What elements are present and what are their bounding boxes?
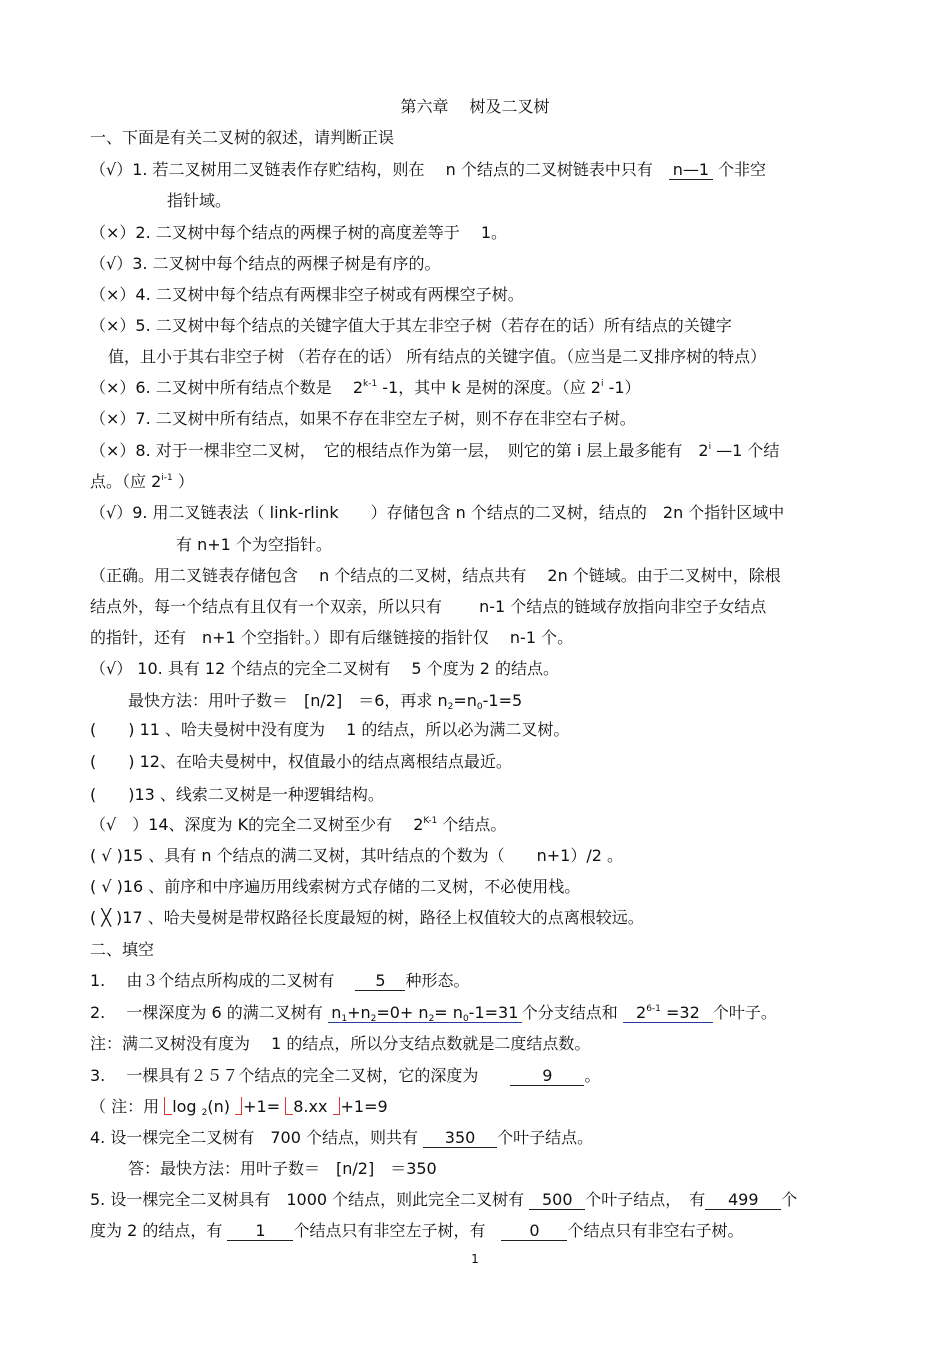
- q13-line: ( )13 、线索二叉树是一种逻辑结构。: [90, 785, 384, 804]
- f2-note: 注：满二叉树没有度为 1 的结点，所以分支结点数就是二度结点数。: [90, 1034, 591, 1053]
- f3-note-value: 8.xx: [293, 1097, 333, 1116]
- q5-line-2: 值，且小于其右非空子树 （若存在的话） 所有结点的关键字值。（应当是二叉排序树的特点）: [108, 347, 767, 366]
- q6-line: [90, 378, 641, 398]
- q9-explain-2: 结点外，每一个结点有且仅有一个双亲，所以只有 n-1 个结点的链域存放指向非空子女结点: [90, 597, 767, 616]
- q1-line: [90, 160, 766, 180]
- f3-text-end: 。: [584, 1066, 601, 1085]
- f1-text-end: 种形态。: [405, 971, 470, 990]
- f1-text: 1. 由３个结点所构成的二叉树有: [90, 971, 356, 990]
- f5-line-2: [90, 1221, 743, 1241]
- f4-text-end: 个叶子结点。: [497, 1128, 594, 1147]
- f2-answer-1-part: +n: [347, 1003, 371, 1022]
- f2-answer-2-exponent: 6-1: [646, 1004, 661, 1014]
- f3-note-plus: +1=: [243, 1097, 286, 1116]
- q8-text: （×）8. 对于一棵非空二叉树， 它的根结点作为第一层， 则它的第 i 层上最多能有 2: [90, 441, 709, 460]
- q5-line-1: （×）5. 二叉树中每个结点的关键字值大于其左非空子树（若存在的话）所有结点的关键字: [90, 316, 732, 335]
- f3-note-arg: (n): [207, 1097, 236, 1116]
- f3-answer: 9: [510, 1067, 584, 1086]
- f5-answer-4: 0: [501, 1222, 567, 1241]
- q3-line: （√）3. 二叉树中每个结点的两棵子树是有序的。: [90, 254, 441, 273]
- section-2-heading: 二、填空: [90, 940, 155, 959]
- f4-text: 4. 设一棵完全二叉树有 700 个结点，则共有: [90, 1128, 424, 1147]
- q4-line: （×）4. 二叉树中每个结点有两棵非空子树或有两棵空子树。: [90, 285, 524, 304]
- section-1-heading: 一、下面是有关二叉树的叙述，请判断正误: [90, 128, 395, 147]
- f2-answer-1-part: -1=31: [468, 1003, 519, 1022]
- q8-exponent-2: i-1: [161, 473, 173, 483]
- q2-line: （×）2. 二叉树中每个结点的两棵子树的高度差等于 1。: [90, 223, 508, 242]
- q17-line: ( ╳ )17 、哈夫曼树是带权路径长度最短的树，路径上权值较大的点离根较远。: [90, 908, 644, 927]
- f5-answer-3: 1: [227, 1222, 293, 1241]
- q9-explain-3: 的指针，还有 n+1 个空指针。）即有后继链接的指针仅 n-1 个。: [90, 628, 574, 647]
- q1-text: （√）1. 若二叉树用二叉链表作存贮结构，则在 n 个结点的二叉树链表中只有: [90, 160, 669, 179]
- f5-text: 5. 设一棵完全二叉树具有 1000 个结点，则此完全二叉树有: [90, 1190, 530, 1209]
- q14-text: （√ ）14、深度为 K的完全二叉树至少有 2: [90, 815, 424, 834]
- q7-line: （×）7. 二叉树中所有结点，如果不存在非空左子树，则不存在非空右子树。: [90, 409, 636, 428]
- f2-text: 2. 一棵深度为 6 的满二叉树有: [90, 1003, 328, 1022]
- q10-sub-1: 2: [447, 702, 454, 712]
- q11-line: ( ) 11 、哈夫曼树中没有度为 1 的结点，所以必为满二叉树。: [90, 720, 570, 739]
- f5-text-2: 度为 2 的结点，有: [90, 1221, 228, 1240]
- q1-text-end: 个非空: [712, 160, 766, 179]
- floor-right-bracket-icon: [333, 1097, 340, 1115]
- q8-note-end: ）: [172, 472, 194, 491]
- f1-answer: 5: [355, 972, 405, 991]
- q14-text-end: 个结点。: [437, 815, 507, 834]
- q8-exponent-1: i: [708, 442, 712, 452]
- q8-note: 点。（应 2: [90, 472, 162, 491]
- q14-line: [90, 815, 506, 835]
- f2-answer-1-sub: 0: [462, 1014, 469, 1024]
- f4-line: [90, 1128, 593, 1148]
- q10-note-mid: =n: [453, 691, 477, 710]
- page-number: 1: [471, 1252, 479, 1266]
- f5-text-end: 个: [781, 1190, 798, 1209]
- f2-text-mid: 个分支结点和: [521, 1003, 623, 1022]
- f2-answer-2-base: 2: [636, 1003, 647, 1022]
- f3-note-log-base: 2: [201, 1108, 208, 1118]
- f3-line: [90, 1066, 600, 1086]
- f2-answer-1: [328, 1004, 522, 1023]
- f3-note-text: （ 注：用: [90, 1097, 165, 1116]
- f5-text-2-mid: 个结点只有非空左子树，有: [293, 1221, 502, 1240]
- q8-line-2: [90, 472, 194, 492]
- f5-text-2-end: 个结点只有非空右子树。: [567, 1221, 744, 1240]
- f2-answer-1-part: n: [331, 1003, 342, 1022]
- q8-line-1: [90, 441, 779, 461]
- q10-note-end: -1=5: [482, 691, 523, 710]
- f2-answer-1-sub: 2: [370, 1014, 377, 1024]
- f5-line-1: [90, 1190, 797, 1210]
- f4-note: 答：最快方法：用叶子数＝ [n/2] ＝350: [128, 1159, 437, 1178]
- q10-note: [128, 691, 522, 711]
- q1-line-2: 指针域。: [167, 191, 232, 210]
- q6-text-mid: -1，其中 k 是树的深度。（应 2: [377, 378, 601, 397]
- f2-answer-1-part: = n: [434, 1003, 463, 1022]
- f2-text-end: 个叶子。: [712, 1003, 777, 1022]
- floor-left-bracket-icon: [285, 1097, 293, 1115]
- q10-sub-2: 0: [476, 702, 483, 712]
- f1-line: [90, 971, 469, 991]
- q6-text-end: -1）: [603, 378, 641, 397]
- q8-text-end: —1 个结: [711, 441, 780, 460]
- q6-exponent-2: i: [600, 379, 604, 389]
- f3-note: [90, 1097, 388, 1117]
- q6-text: （×）6. 二叉树中所有结点个数是 2: [90, 378, 364, 397]
- q1-answer: n—1: [669, 161, 713, 180]
- q12-line: ( ) 12、在哈夫曼树中，权值最小的结点离根结点最近。: [90, 752, 512, 771]
- q9-line-1: （√）9. 用二叉链表法（ link-rlink ）存储包含 n 个结点的二叉树，结点的 2n 个指针区域中: [90, 503, 785, 522]
- q10-line: （√） 10. 具有 12 个结点的完全二叉树有 5 个度为 2 的结点。: [90, 659, 560, 678]
- f2-answer-2-value: =32: [660, 1003, 700, 1022]
- f2-line: [90, 1003, 777, 1023]
- q15-line: ( √ )15 、具有 n 个结点的满二叉树，其叶结点的个数为（ n+1）/2 。: [90, 846, 623, 865]
- q6-exponent-1: k-1: [363, 379, 378, 389]
- q14-exponent: K-1: [423, 816, 438, 826]
- f5-answer-2: 499: [705, 1191, 781, 1210]
- floor-left-bracket-icon: [164, 1097, 172, 1115]
- f3-note-result: +1=9: [340, 1097, 388, 1116]
- f5-answer-1: 500: [529, 1191, 585, 1210]
- f3-text: 3. 一棵具有２５７个结点的完全二叉树，它的深度为: [90, 1066, 511, 1085]
- q16-line: ( √ )16 、前序和中序遍历用线索树方式存储的二叉树，不必使用栈。: [90, 877, 581, 896]
- f3-note-log: log: [172, 1097, 202, 1116]
- f2-answer-2: [623, 1004, 713, 1023]
- floor-right-bracket-icon: [235, 1097, 242, 1115]
- f5-text-mid: 个叶子结点， 有: [585, 1190, 706, 1209]
- q9-explain-1: （正确。用二叉链表存储包含 n 个结点的二叉树，结点共有 2n 个链域。由于二叉树中，除根: [90, 566, 781, 585]
- f2-answer-1-sub: 1: [341, 1014, 348, 1024]
- chapter-title: 第六章 树及二叉树: [400, 97, 550, 116]
- q10-note-text: 最快方法：用叶子数＝ [n/2] ＝6，再求 n: [128, 691, 448, 710]
- q9-line-2: 有 n+1 个为空指针。: [176, 535, 332, 554]
- f4-answer: 350: [423, 1129, 497, 1148]
- f2-answer-1-part: =0+ n: [376, 1003, 429, 1022]
- f2-answer-1-sub: 2: [428, 1014, 435, 1024]
